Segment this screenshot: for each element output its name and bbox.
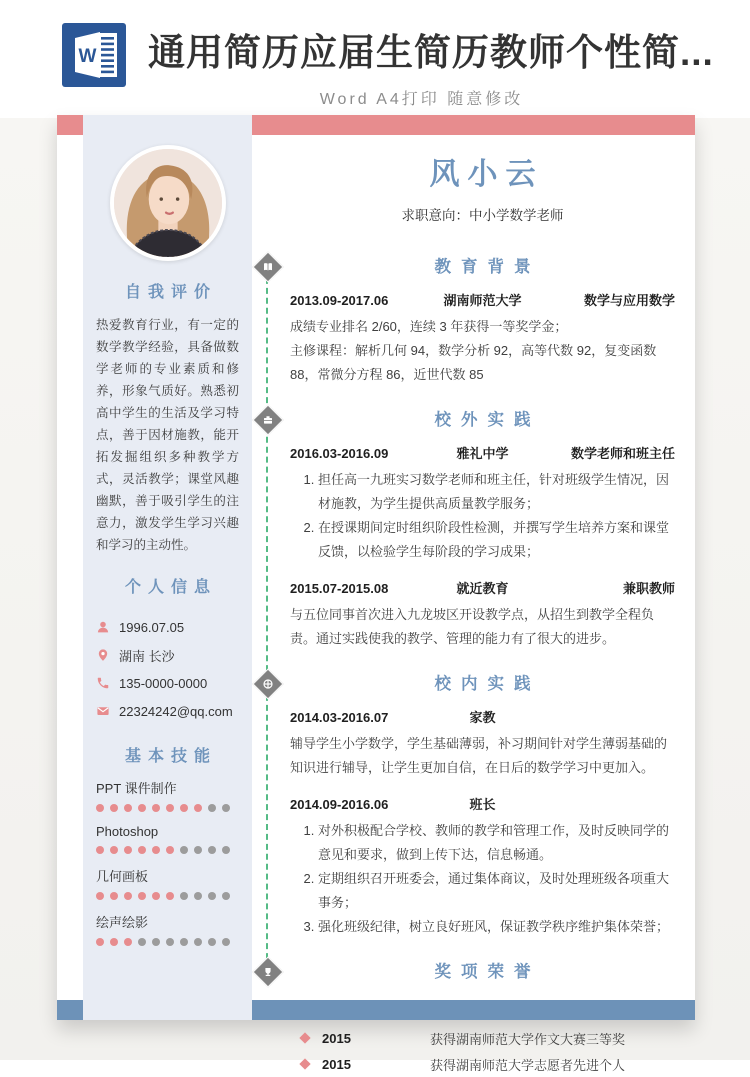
- award-row: [290, 1025, 675, 1051]
- entry-organization: 就近教育: [456, 581, 509, 596]
- skill-level-dots: [96, 938, 239, 946]
- job-objective: 求职意向：中小学数学老师: [401, 208, 564, 223]
- skill-level-dots: [96, 846, 239, 854]
- entry-paragraph: 与五位同事首次进入九龙坡区开设教学点，从招生到教学全程负责。通过实践使我的教学、管理的能力有了很大的进步。: [290, 607, 655, 646]
- page-title: 通用简历应届生简历教师个性简...: [148, 32, 714, 73]
- sidebar: [83, 115, 252, 1020]
- resume-page: [57, 115, 695, 1073]
- entry-date: 2015.07-2015.08: [290, 581, 389, 596]
- info-text-phone: 135-0000-0000: [119, 675, 208, 691]
- sidebar-title-skills: 基本技能: [124, 748, 217, 765]
- info-text-email: 22324242@qq.com: [119, 703, 233, 719]
- entry-list-item: 1. 对外积极配合学校、教师的教学和管理工作，及时反映同学的意见和要求，做到上传下达，信息畅通。: [318, 819, 675, 867]
- section-title-on-campus: 校内实践: [434, 675, 541, 693]
- person-icon: [96, 620, 110, 634]
- timeline-marker-education: [252, 251, 283, 282]
- skill-item-photoshop: [96, 824, 239, 854]
- entry-paragraph: 主修课程：解析几何 94，数学分析 92，高等代数 92，复变函数 88，常微分方程 86，近世代数 85: [290, 343, 657, 382]
- main-bottom-accent-bar: [252, 1000, 695, 1020]
- corner-accent-bottom-left: [57, 1000, 83, 1020]
- entry-organization: 家教: [469, 710, 496, 725]
- entry-list: [290, 819, 675, 939]
- window-grid-icon: [262, 678, 274, 690]
- trophy-icon: [262, 966, 274, 978]
- award-year: 2015: [322, 1030, 351, 1046]
- award-description: 获得湖南师范大学作文大赛三等奖: [430, 1031, 626, 1047]
- sidebar-title-self-evaluation: 自我评价: [124, 284, 217, 301]
- skill-name: 绘声绘影: [96, 915, 149, 930]
- self-evaluation-text: 热爱教育行业，有一定的数学教学经验，具备做数学老师的专业素质和修养，形象气质好。熟悉初高中学生的生活及学习特点，善于因材施教，能开拓发掘组织多种教学方式，灵活教学；课堂风趣幽默，善于吸引学生的注意力，激发学生学习兴趣和学习的主动性。: [96, 318, 239, 552]
- entry-organization: 雅礼中学: [456, 446, 509, 461]
- briefcase-icon: [262, 414, 274, 426]
- entry-date: 2014.03-2016.07: [290, 710, 389, 725]
- entry-organization: 班长: [469, 797, 496, 812]
- entry-list-item: 3. 强化班级纪律，树立良好班风，保证教学秩序维护集体荣誉；: [318, 915, 675, 939]
- section-on-campus-practice: [290, 673, 675, 939]
- off-campus-entry: [290, 578, 675, 651]
- section-education: [290, 256, 675, 387]
- entry-role: 兼职教师: [622, 581, 675, 596]
- avatar-illustration: [114, 149, 222, 257]
- section-off-campus-practice: [290, 409, 675, 651]
- entry-list-item: 2. 在授课期间定时组织阶段性检测，并撰写学生培养方案和课堂反馈，以检验学生每阶段的学习成果；: [318, 516, 675, 564]
- on-campus-entry: [290, 794, 675, 939]
- avatar-photo: [110, 145, 226, 261]
- mail-icon: [96, 704, 110, 718]
- page-subtitle: Word A4打印 随意修改: [319, 91, 524, 108]
- skill-level-dots: [96, 892, 239, 900]
- timeline-marker-on-campus: [252, 668, 283, 699]
- skill-item-video-editing: [96, 912, 239, 946]
- off-campus-entry: [290, 443, 675, 564]
- entry-paragraph: 辅导学生小学数学，学生基础薄弱，补习期间针对学生薄弱基础的知识进行辅导，让学生更加自信，在日后的数学学习中更加入。: [290, 736, 668, 775]
- section-title-education: 教育背景: [434, 258, 541, 276]
- info-text-birthday: 1996.07.05: [119, 619, 185, 635]
- entry-list-item: 2. 定期组织召开班委会，通过集体商议，及时处理班级各项重大事务；: [318, 867, 675, 915]
- main-top-accent-bar: [252, 115, 695, 135]
- resume-main: [252, 115, 695, 1073]
- candidate-name: 风小云: [429, 158, 544, 191]
- timeline-line: [266, 268, 268, 969]
- skill-name: 几何画板: [96, 869, 149, 884]
- info-text-location: 湖南 长沙: [119, 648, 175, 664]
- diamond-bullet-icon: [299, 1032, 310, 1043]
- personal-info-list: [96, 613, 239, 725]
- phone-icon: [96, 676, 110, 690]
- skill-item-geometry-sketchpad: [96, 866, 239, 900]
- entry-paragraph: 成绩专业排名 2/60，连续 3 年获得一等奖学金；: [290, 319, 568, 334]
- word-icon-letter: W: [78, 46, 97, 67]
- entry-role: 数学与应用数学: [583, 293, 675, 308]
- info-item-birthday: [96, 613, 239, 641]
- section-title-off-campus: 校外实践: [434, 411, 541, 429]
- award-year: 2015: [322, 1056, 351, 1072]
- skill-name: Photoshop: [96, 824, 159, 839]
- entry-date: 2016.03-2016.09: [290, 446, 389, 461]
- info-item-email: [96, 697, 239, 725]
- section-title-awards: 奖项荣誉: [434, 963, 541, 981]
- entry-list: [290, 468, 675, 564]
- entry-organization: 湖南师范大学: [443, 293, 522, 308]
- location-icon: [96, 648, 110, 662]
- skill-name: PPT 课件制作: [96, 781, 177, 796]
- diamond-bullet-icon: [299, 1058, 310, 1069]
- info-item-location: [96, 641, 239, 669]
- entry-list-item: 1. 担任高一九班实习数学老师和班主任，针对班级学生情况，因材施教，为学生提供高质量教学服务；: [318, 468, 675, 516]
- sidebar-title-personal-info: 个人信息: [124, 579, 217, 596]
- award-row: [290, 1051, 675, 1077]
- entry-date: 2013.09-2017.06: [290, 293, 389, 308]
- award-description: 获得湖南师范大学志愿者先进个人: [430, 1057, 626, 1073]
- skill-item-ppt: [96, 778, 239, 812]
- header: [0, 0, 750, 110]
- word-document-icon: [62, 23, 126, 87]
- on-campus-entry: [290, 707, 675, 780]
- timeline-marker-off-campus: [252, 404, 283, 435]
- entry-role: 数学老师和班主任: [570, 446, 675, 461]
- entry-date: 2014.09-2016.06: [290, 797, 389, 812]
- education-entry: [290, 290, 675, 387]
- info-item-phone: [96, 669, 239, 697]
- education-icon: [262, 261, 274, 273]
- corner-accent-top-left: [57, 115, 83, 135]
- skill-level-dots: [96, 804, 239, 812]
- timeline-marker-awards: [252, 956, 283, 987]
